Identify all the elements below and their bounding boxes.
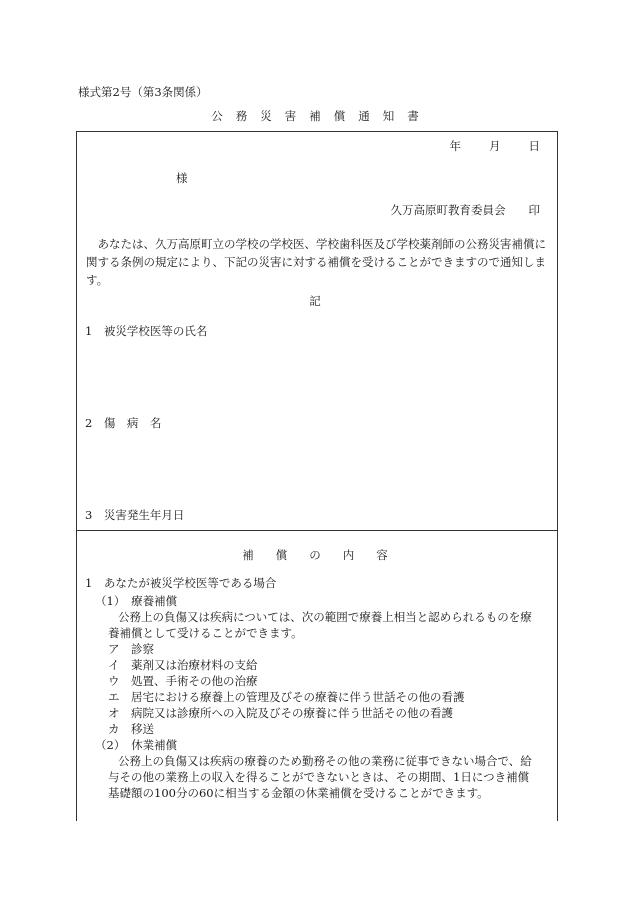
content-line: イ 薬剤又は治療材料の支給: [108, 658, 258, 672]
date-year: 年: [449, 139, 461, 153]
item-accident-date: 3 災害発生年月日: [85, 508, 185, 522]
content-line: ウ 処置、手術その他の治療: [108, 674, 258, 688]
addressee-suffix: 様: [176, 171, 188, 185]
date-day: 日: [528, 139, 540, 153]
content-title: 補償の内容: [242, 548, 410, 562]
item-injury-name: 2 傷 病 名: [85, 416, 162, 430]
content-line: 公務上の負傷又は疾病については、次の範囲で療養上相当と認められるものを療: [118, 610, 532, 624]
form-number: 様式第2号（第3条関係）: [78, 85, 208, 99]
content-line: 1 あなたが被災学校医等である場合: [85, 576, 277, 590]
content-line: 基礎額の100分の60に相当する金額の休業補償を受けることができます。: [108, 786, 489, 800]
body-text: あなたは、久万高原町立の学校の学校医、学校歯科医及び学校薬剤師の公務災害補償に関する条例の規定により、下記の災害に対する補償を受けることができますので通知します。: [86, 237, 546, 287]
item-victim-name: 1 被災学校医等の氏名: [85, 324, 208, 338]
ki-heading: 記: [309, 294, 321, 308]
content-line: カ 移送: [108, 722, 154, 736]
date-month: 月: [489, 139, 501, 153]
content-line: オ 病院又は診療所への入院及びその療養に伴う世話その他の看護: [108, 706, 453, 720]
content-line: 公務上の負傷又は疾病の療養のため勤務その他の業務に従事できない場合で、給: [118, 754, 532, 768]
content-line: エ 居宅における療養上の管理及びその療養に伴う世話その他の看護: [108, 690, 465, 704]
date-line: [450, 141, 541, 153]
content-line: （2） 休業補償: [95, 738, 178, 752]
content-line: 養補償として受けることができます。: [108, 626, 303, 640]
content-line: （1） 療養補償: [95, 594, 178, 608]
content-line: ア 診察: [108, 642, 154, 656]
document-title: 公務災害補償通知書: [211, 109, 432, 123]
issuer: 久万高原町教育委員会 印: [390, 203, 540, 217]
content-line: 与その他の業務上の収入を得ることができないときは、その期間、1日につき補償: [108, 770, 530, 784]
